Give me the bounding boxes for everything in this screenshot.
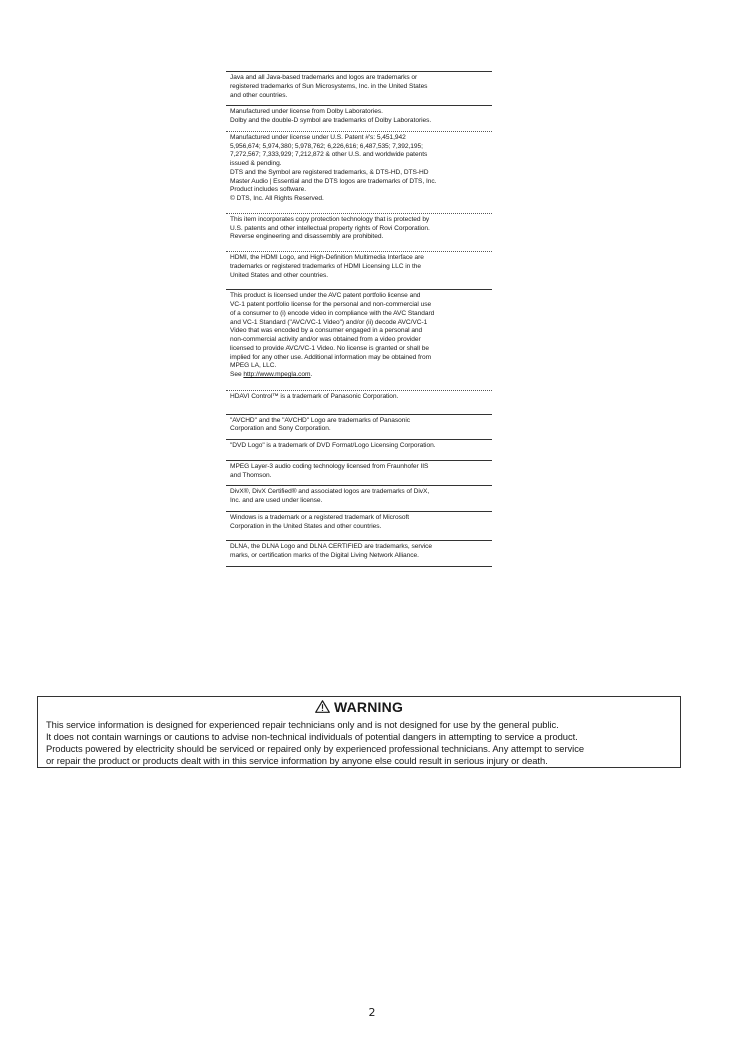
notice-line: and VC-1 Standard ("AVC/VC-1 Video") and/or (ii) decode AVC/VC-1	[230, 318, 428, 326]
notice-line: "DVD Logo" is a trademark of DVD Format/Logo Licensing Corporation.	[230, 442, 436, 449]
hdmi-notice	[226, 251, 492, 289]
notice-line: DLNA, the DLNA Logo and DLNA CERTIFIED are trademarks, service	[230, 543, 433, 551]
mp3-notice	[226, 460, 492, 486]
dts-notice	[226, 131, 492, 213]
notice-line: Master Audio | Essential and the DTS logos are trademarks of DTS, Inc.	[230, 177, 437, 185]
notice-line: MPEG LA, LLC.	[230, 362, 277, 370]
notice-line: Inc. and are used under license.	[230, 497, 323, 504]
notice-line: HDAVI Control™ is a trademark of Panasonic Corporation.	[230, 392, 399, 400]
warning-text	[46, 719, 674, 767]
notice-line: and other countries.	[230, 91, 288, 99]
warning-heading	[38, 699, 680, 716]
notice-line: issued & pending.	[230, 160, 282, 167]
notice-line	[230, 371, 488, 380]
trademark-notices	[226, 71, 492, 567]
dolby-notice	[226, 105, 492, 131]
avc-notice	[226, 289, 492, 390]
warning-line: or repair the product or products dealt with in this service information by anyone else could result in serious injury or death.	[46, 755, 548, 766]
notice-line: Corporation and Sony Corporation.	[230, 425, 331, 433]
notice-line: United States and other countries.	[230, 271, 328, 279]
notice-line: VC-1 patent portfolio license for the personal and non-commercial use	[230, 301, 432, 308]
mpegla-link[interactable]: http://www.mpegla.com	[243, 371, 311, 378]
notice-line: 7,272,567; 7,333,929; 7,212,872 & other U.S. and worldwide patents	[230, 151, 428, 159]
notice-line: of a consumer to (i) encode video in compliance with the AVC Standard	[230, 309, 435, 317]
notice-line: DTS and the Symbol are registered trademarks, & DTS-HD, DTS-HD	[230, 168, 429, 176]
dlna-notice	[226, 540, 492, 567]
page-number: 2	[368, 1006, 376, 1019]
warning-line: Products powered by electricity should be serviced or repaired only by experienced professional technicians. Any attempt to service	[46, 743, 585, 754]
notice-line: Windows is a trademark or a registered trademark of Microsoft	[230, 513, 410, 521]
notice-line: Video that was encoded by a consumer engaged in a personal and	[230, 327, 423, 335]
notice-line: trademarks or registered trademarks of HDMI Licensing LLC in the	[230, 262, 422, 270]
java-notice	[226, 71, 492, 105]
notice-line: Dolby and the double-D symbol are trademarks of Dolby Laboratories.	[230, 117, 432, 124]
notice-line: HDMI, the HDMI Logo, and High-Definition Multimedia Interface are	[230, 254, 424, 261]
divx-notice	[226, 485, 492, 511]
notice-line: Product includes software.	[230, 186, 307, 194]
notice-line: 5,956,674; 5,974,380; 5,978,762; 6,226,616; 6,487,535; 7,392,195;	[230, 142, 423, 150]
dvd-logo-notice	[226, 439, 492, 460]
warning-triangle-icon	[315, 700, 330, 716]
warning-line: It does not contain warnings or cautions to advise non-technical individuals of potential dangers in attempting to service a product.	[46, 731, 578, 742]
see-prefix: See	[230, 371, 244, 378]
notice-line: licensed to provide AVC/VC-1 Video. No license is granted or shall be	[230, 344, 429, 352]
notice-line: non-commercial activity and/or was obtained from a video provider	[230, 336, 421, 343]
notice-line: Manufactured under license from Dolby Laboratories.	[230, 108, 383, 116]
notice-line: implied for any other use. Additional information may be obtained from	[230, 353, 432, 361]
notice-line: U.S. patents and other intellectual property rights of Rovi Corporation.	[230, 224, 430, 232]
notice-line: and Thomson.	[230, 471, 272, 479]
warning-box	[37, 696, 681, 768]
notice-line: This item incorporates copy protection technology that is protected by	[230, 215, 430, 223]
notice-line: Corporation in the United States and other countries.	[230, 522, 382, 530]
notice-line: MPEG Layer-3 audio coding technology licensed from Fraunhofer IIS	[230, 462, 429, 470]
windows-notice	[226, 511, 492, 541]
notice-line: This product is licensed under the AVC patent portfolio license and	[230, 292, 421, 300]
notice-line: Reverse engineering and disassembly are prohibited.	[230, 233, 384, 241]
warning-title: WARNING	[333, 699, 404, 715]
notice-line: "AVCHD" and the "AVCHD" Logo are trademarks of Panasonic	[230, 416, 411, 424]
notice-line: marks, or certification marks of the Digital Living Network Alliance.	[230, 552, 419, 559]
notice-line: Java and all Java-based trademarks and logos are trademarks or	[230, 74, 418, 81]
notice-line: © DTS, Inc. All Rights Reserved.	[230, 195, 324, 202]
notice-line: DivX®, DivX Certified® and associated logos are trademarks of DivX,	[230, 488, 430, 496]
avchd-notice	[226, 414, 492, 440]
notice-line: Manufactured under license under U.S. Patent #'s: 5,451,942	[230, 133, 406, 141]
warning-line: This service information is designed for experienced repair technicians only and is not designed for use by the general public.	[46, 719, 559, 730]
rovi-notice	[226, 213, 492, 251]
notice-line: registered trademarks of Sun Microsystems, Inc. in the United States	[230, 82, 428, 90]
hdavi-notice	[226, 390, 492, 414]
see-suffix: .	[310, 371, 313, 378]
